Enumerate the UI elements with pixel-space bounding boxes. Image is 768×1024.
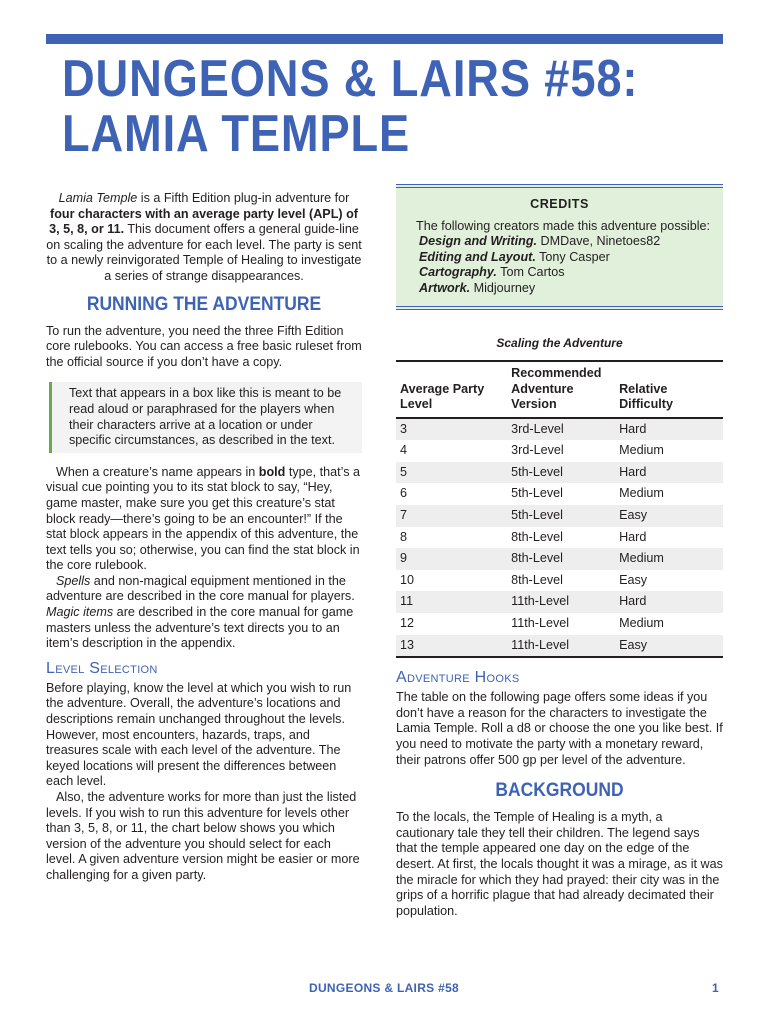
magic-items-italic: Magic items xyxy=(46,605,114,620)
footer-title: DUNGEONS & LAIRS #58 xyxy=(308,981,460,995)
credits-title: CREDITS xyxy=(530,197,589,211)
p2-text-a: When a creature’s name appears in xyxy=(56,464,259,479)
table-cell: 8th-Level xyxy=(511,572,563,587)
p3-text-b: are described in the core manual for game masters unless the adventure’s text directs you to an item’s description in the appendix. xyxy=(46,605,354,651)
table-cell: Medium xyxy=(619,486,664,501)
credit-role: Cartography. xyxy=(419,265,497,280)
column-header-version: Recommended Adventure Version xyxy=(511,366,602,412)
table-row xyxy=(396,548,723,570)
credit-names: Tony Casper xyxy=(535,249,610,264)
level-selection-paragraph-2: Also, the adventure works for more than just the listed levels. If you wish to run this adventure for levels other than 3, 5, 8, or 11, the chart below shows you which version of the adventure you should select for each level. A given adventure version might be easier or more challenging for a given party. xyxy=(46,790,360,882)
intro-bold: four characters with an average party level (APL) of 3, 5, 8, or 11. xyxy=(49,206,358,237)
intro-text-2: This document offers a general guide-line on scaling the adventure for each level. The party is sent to a newly reinvigorated Temple of Healing to investigate a series of strange disappearances. xyxy=(46,222,362,283)
read-aloud-box: Text that appears in a box like this is meant to be read aloud or paraphrased for the players when their characters arrive at a location or under specific circumstances, as described in the text. xyxy=(49,382,362,452)
scaling-table xyxy=(396,360,723,658)
table-cell: 13 xyxy=(400,637,415,652)
spells-italic: Spells xyxy=(56,573,91,588)
table-cell: Easy xyxy=(619,572,648,587)
background-heading: BACKGROUND xyxy=(495,780,624,802)
table-cell: Hard xyxy=(619,529,647,544)
title-line-1: DUNGEONS & LAIRS #58: xyxy=(62,50,639,108)
table-cell: Hard xyxy=(619,421,647,436)
credit-item xyxy=(406,250,713,266)
table-cell: 12 xyxy=(400,616,415,630)
credit-item xyxy=(406,234,713,250)
credit-role: Editing and Layout. xyxy=(419,249,536,264)
intro-title: Lamia Temple xyxy=(58,191,138,205)
credit-item xyxy=(406,281,713,297)
title-line-2: LAMIA TEMPLE xyxy=(62,105,411,163)
table-cell: 11th-Level xyxy=(511,594,570,609)
table-cell: 11 xyxy=(400,594,414,609)
table-row xyxy=(396,418,723,441)
table-cell: 3rd-Level xyxy=(511,443,564,458)
column-header-difficulty: Relative Difficulty xyxy=(619,381,673,412)
level-selection-paragraph-1: Before playing, know the level at which you wish to run the adventure. Overall, the adventure’s locations and descriptions remain unchanged throughout the levels. However, most encounters, hazards, traps, and treasures scale with each level of the adventure. The keyed locations will present the differences between each level. xyxy=(46,680,352,789)
p2-text-b: type, that’s a visual cue pointing you to its stat block to say, “Hey, game master, make sure you get this creature’s stat block ready—there’s going to be an encounter!” If the stat block appears in the appendix of this adventure, the text tells you so; otherwise, you can find the stat block in the core rulebook. xyxy=(46,464,361,573)
credit-names: DMDave, Ninetoes82 xyxy=(537,234,661,249)
left-column xyxy=(46,191,362,884)
table-cell: 5th-Level xyxy=(511,486,563,501)
table-cell: 6 xyxy=(400,486,408,501)
running-paragraph-2 xyxy=(46,465,362,574)
right-column xyxy=(396,184,723,919)
table-cell: Hard xyxy=(619,594,647,609)
credit-names: Tom Cartos xyxy=(496,265,565,280)
adventure-hooks-heading: Adventure Hooks xyxy=(396,669,520,687)
table-row xyxy=(396,483,723,505)
table-row xyxy=(396,613,723,635)
table-row xyxy=(396,635,723,658)
table-cell: 10 xyxy=(400,572,415,587)
credit-role: Design and Writing. xyxy=(419,234,538,249)
running-heading: RUNNING THE ADVENTURE xyxy=(86,293,322,315)
table-row xyxy=(396,570,723,592)
credit-role: Artwork. xyxy=(419,280,471,295)
table-cell: Hard xyxy=(619,464,647,479)
page-number: 1 xyxy=(712,981,719,995)
table-cell: Easy xyxy=(619,508,648,523)
background-paragraph: To the locals, the Temple of Healing is a myth, a cautionary tale they tell their children. The legend says that the temple appeared one day on the edge of the desert. At first, the locals thought it was a mirage, as it was the miracle for which they had prayed: their city was in the grips of a horrific plague that had already decimated their population. xyxy=(396,810,723,918)
table-cell: Medium xyxy=(619,616,664,630)
p2-bold: bold xyxy=(258,464,286,479)
table-row xyxy=(396,505,723,527)
running-paragraph-1: To run the adventure, you need the three Fifth Edition core rulebooks. You can access a free basic ruleset from the official source if you don’t have a copy. xyxy=(46,323,362,369)
table-caption: Scaling the Adventure xyxy=(496,335,623,350)
table-cell: 7 xyxy=(400,508,408,523)
table-header xyxy=(396,361,723,418)
p3-text-a: and non-magical equipment mentioned in the adventure are described in the core manual for players. xyxy=(46,573,355,604)
table-cell: 5th-Level xyxy=(511,508,563,523)
table-cell: 5th-Level xyxy=(511,464,563,479)
table-cell: 5 xyxy=(400,464,408,479)
table-cell: 4 xyxy=(400,443,408,458)
running-paragraph-3 xyxy=(46,574,362,652)
table-cell: 8th-Level xyxy=(511,551,563,566)
level-selection-heading: Level Selection xyxy=(46,659,158,677)
table-cell: 8 xyxy=(400,529,408,544)
table-cell: 3 xyxy=(400,421,408,436)
table-cell: 11th-Level xyxy=(511,616,570,630)
credits-box xyxy=(396,184,723,310)
table-cell: Easy xyxy=(619,637,648,652)
adventure-hooks-paragraph: The table on the following page offers some ideas if you don’t have a reason for the characters to investigate the Lamia Temple. Roll a d8 or choose the one you like best. If you need to motivate the party with a monetary reward, their patrons offer 500 gp per level of the adventure. xyxy=(396,690,723,767)
column-header-apl: Average Party Level xyxy=(400,381,485,412)
page-title xyxy=(62,50,639,163)
table-cell: 11th-Level xyxy=(511,637,570,652)
table-cell: 8th-Level xyxy=(511,529,563,544)
table-body xyxy=(396,418,723,658)
header-rule xyxy=(46,34,723,44)
credits-list xyxy=(406,234,713,296)
table-row xyxy=(396,462,723,484)
credit-item xyxy=(406,265,713,281)
table-row xyxy=(396,591,723,613)
intro-text-1: is a Fifth Edition plug-in adventure for xyxy=(137,191,350,205)
intro-paragraph xyxy=(46,191,362,285)
table-cell: Medium xyxy=(619,443,664,458)
table-cell: Medium xyxy=(619,551,664,566)
credits-intro: The following creators made this adventure possible: xyxy=(416,218,711,233)
table-row xyxy=(396,440,723,462)
credit-names: Midjourney xyxy=(470,280,536,295)
table-cell: 3rd-Level xyxy=(511,421,564,436)
table-row xyxy=(396,527,723,549)
table-cell: 9 xyxy=(400,551,408,566)
